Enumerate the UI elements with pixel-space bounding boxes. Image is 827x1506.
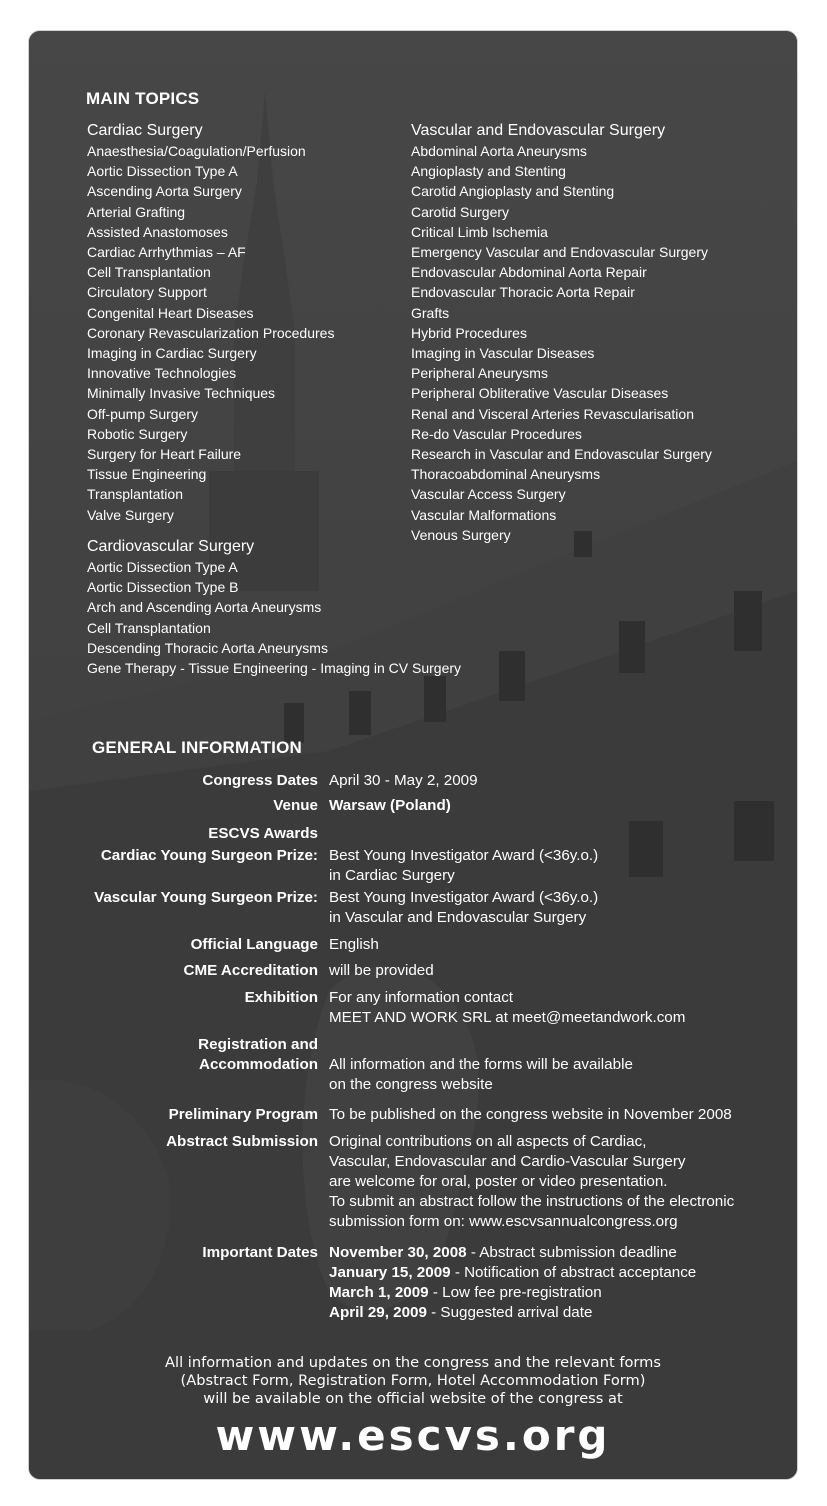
label-registration-line1: Registration and xyxy=(198,1036,318,1053)
label-official-language: Official Language xyxy=(190,936,318,953)
cardiovascular-topic-item: Descending Thoracic Aorta Aneurysms xyxy=(87,639,328,656)
cardiovascular-topic-item: Arch and Ascending Aorta Aneurysms xyxy=(87,599,322,616)
cardiac-topic-item: Robotic Surgery xyxy=(87,425,188,442)
value-exhibition-line1: For any information contact xyxy=(329,989,514,1006)
important-date-item: November 30, 2008 - Abstract submission deadline xyxy=(329,1244,677,1261)
cardiac-topic-item: Circulatory Support xyxy=(87,284,207,301)
value-abstract-line: Original contributions on all aspects of Cardiac, xyxy=(329,1133,647,1150)
cardiac-topic-item: Arterial Grafting xyxy=(87,203,186,220)
cardiac-surgery-heading: Cardiac Surgery xyxy=(87,122,203,139)
value-abstract-line: Vascular, Endovascular and Cardio-Vascular Surgery xyxy=(329,1153,686,1170)
vascular-topic-item: Grafts xyxy=(411,304,450,321)
cardiac-topic-item: Transplantation xyxy=(87,486,183,503)
value-cme-accreditation: will be provided xyxy=(329,962,434,979)
important-date-item: April 29, 2009 - Suggested arrival date xyxy=(329,1304,593,1321)
label-escvs-awards: ESCVS Awards xyxy=(208,825,318,842)
cardiac-topic-item: Cell Transplantation xyxy=(87,264,211,281)
label-cardiac-prize: Cardiac Young Surgeon Prize: xyxy=(100,847,318,864)
vascular-surgery-list xyxy=(411,121,712,545)
label-exhibition: Exhibition xyxy=(244,989,318,1006)
label-vascular-prize: Vascular Young Surgeon Prize: xyxy=(94,889,318,906)
cardiovascular-topic-item: Cell Transplantation xyxy=(87,619,211,636)
vascular-topic-item: Imaging in Vascular Diseases xyxy=(411,345,595,362)
vascular-topic-item: Carotid Angioplasty and Stenting xyxy=(411,183,615,200)
label-venue: Venue xyxy=(273,797,318,814)
cardiac-topic-item: Aortic Dissection Type A xyxy=(87,163,238,180)
cardiac-topic-item: Anaesthesia/Coagulation/Perfusion xyxy=(87,143,306,159)
label-registration-line2: Accommodation xyxy=(199,1056,318,1073)
cardiovascular-topic-item: Aortic Dissection Type B xyxy=(87,579,239,596)
label-congress-dates: Congress Dates xyxy=(202,772,318,789)
cardiovascular-topic-item: Gene Therapy - Tissue Engineering - Imaging in CV Surgery xyxy=(87,660,462,677)
vascular-topic-item: Renal and Visceral Arteries Revascularisation xyxy=(411,405,694,422)
vascular-topic-item: Abdominal Aorta Aneurysms xyxy=(411,143,587,159)
cardiac-topic-item: Cardiac Arrhythmias – AF xyxy=(87,244,246,261)
cardiovascular-topic-item: Aortic Dissection Type A xyxy=(87,559,238,575)
footer-line: (Abstract Form, Registration Form, Hotel Accommodation Form) xyxy=(180,1372,646,1389)
cardiac-surgery-list xyxy=(87,121,334,525)
cardiac-topic-item: Congenital Heart Diseases xyxy=(87,304,254,321)
footer-note xyxy=(29,1354,797,1408)
vascular-topic-item: Re-do Vascular Procedures xyxy=(411,425,582,442)
value-cardiac-prize-line1: Best Young Investigator Award (<36y.o.) xyxy=(329,847,599,864)
vascular-topic-item: Vascular Malformations xyxy=(411,506,557,523)
cardiac-topic-item: Assisted Anastomoses xyxy=(87,223,228,240)
vascular-topic-item: Thoracoabdominal Aneurysms xyxy=(411,466,601,483)
cardiac-topic-item: Innovative Technologies xyxy=(87,365,237,382)
value-congress-dates: April 30 - May 2, 2009 xyxy=(329,772,478,789)
label-abstract-submission: Abstract Submission xyxy=(166,1133,318,1150)
value-cardiac-prize-line2: in Cardiac Surgery xyxy=(329,867,455,884)
vascular-topic-item: Vascular Access Surgery xyxy=(411,486,566,503)
cardiac-topic-item: Valve Surgery xyxy=(87,506,174,523)
vascular-topic-item: Carotid Surgery xyxy=(411,203,510,220)
cardiovascular-surgery-list xyxy=(87,537,461,678)
value-official-language: English xyxy=(329,936,379,953)
general-information-title: GENERAL INFORMATION xyxy=(92,738,302,757)
vascular-topic-item: Critical Limb Ischemia xyxy=(411,223,548,240)
main-topics-title: MAIN TOPICS xyxy=(86,89,200,108)
label-cme-accreditation: CME Accreditation xyxy=(183,962,318,979)
vascular-topic-item: Peripheral Aneurysms xyxy=(411,365,548,382)
cardiac-topic-item: Imaging in Cardiac Surgery xyxy=(87,345,257,362)
vascular-topic-item: Endovascular Thoracic Aorta Repair xyxy=(411,284,635,301)
brochure-panel xyxy=(28,30,798,1480)
cardiac-topic-item: Ascending Aorta Surgery xyxy=(87,183,242,200)
cardiac-topic-item: Surgery for Heart Failure xyxy=(87,446,242,463)
cardiac-topic-item: Tissue Engineering xyxy=(87,466,207,483)
vascular-topic-item: Angioplasty and Stenting xyxy=(411,163,566,180)
value-abstract-line: are welcome for oral, poster or video presentation. xyxy=(329,1173,668,1190)
cardiac-topic-item: Coronary Revascularization Procedures xyxy=(87,324,335,341)
value-vascular-prize-line1: Best Young Investigator Award (<36y.o.) xyxy=(329,889,599,906)
value-registration-line2: on the congress website xyxy=(329,1076,493,1093)
value-venue: Warsaw (Poland) xyxy=(329,797,451,814)
cardiac-topic-item: Off-pump Surgery xyxy=(87,405,199,422)
vascular-topic-item: Endovascular Abdominal Aorta Repair xyxy=(411,264,647,281)
value-vascular-prize-line2: in Vascular and Endovascular Surgery xyxy=(329,909,587,926)
important-date-item: January 15, 2009 - Notification of abstract acceptance xyxy=(329,1264,697,1281)
footer-line: All information and updates on the congress and the relevant forms xyxy=(165,1354,661,1371)
label-preliminary-program: Preliminary Program xyxy=(168,1106,318,1123)
vascular-topic-item: Research in Vascular and Endovascular Surgery xyxy=(411,446,712,463)
label-important-dates: Important Dates xyxy=(202,1244,318,1261)
footer-line: will be available on the official website of the congress at xyxy=(203,1390,623,1407)
value-preliminary-program: To be published on the congress website in November 2008 xyxy=(329,1106,732,1123)
value-exhibition-line2: MEET AND WORK SRL at meet@meetandwork.com xyxy=(329,1009,686,1026)
important-date-item: March 1, 2009 - Low fee pre-registration xyxy=(329,1284,602,1301)
website-url: www.escvs.org xyxy=(215,1411,611,1460)
value-abstract-line: To submit an abstract follow the instructions of the electronic xyxy=(329,1193,735,1210)
vascular-topic-item: Hybrid Procedures xyxy=(411,324,527,341)
cardiac-topic-item: Minimally Invasive Techniques xyxy=(87,385,276,402)
vascular-topic-item: Emergency Vascular and Endovascular Surgery xyxy=(411,244,709,261)
value-abstract-line: submission form on: www.escvsannualcongress.org xyxy=(329,1213,678,1230)
vascular-surgery-heading: Vascular and Endovascular Surgery xyxy=(411,122,666,139)
vascular-topic-item: Venous Surgery xyxy=(411,526,511,543)
vascular-topic-item: Peripheral Obliterative Vascular Diseases xyxy=(411,385,669,402)
cardiovascular-surgery-heading: Cardiovascular Surgery xyxy=(87,538,255,555)
value-registration-line1: All information and the forms will be available xyxy=(329,1056,633,1073)
